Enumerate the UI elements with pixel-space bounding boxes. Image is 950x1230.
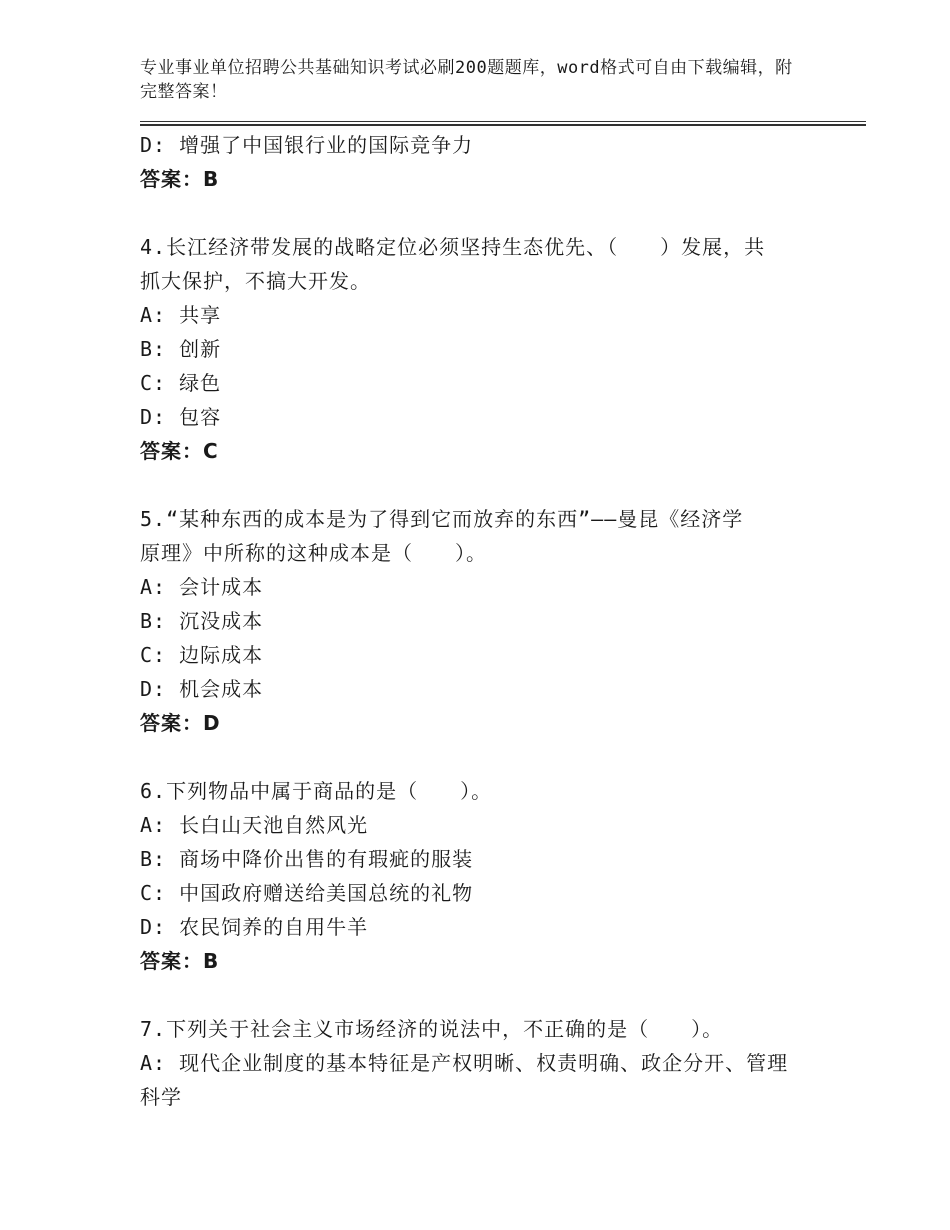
option-c: C: 绿色 — [140, 371, 222, 395]
question-4 — [140, 230, 810, 468]
question-stem: 4.长江经济带发展的战略定位必须坚持生态优先、（ ）发展，共 — [140, 235, 766, 259]
option-b: B: 沉没成本 — [140, 609, 264, 633]
option-d: D: 农民饲养的自用牛羊 — [140, 915, 369, 939]
option-a: A: 现代企业制度的基本特征是产权明晰、权责明确、政企分开、管理 — [140, 1051, 789, 1075]
option-d: D: 机会成本 — [140, 677, 264, 701]
question-7 — [140, 1012, 810, 1114]
answer: 答案：C — [140, 439, 219, 463]
question-stem: 5.“某种东西的成本是为了得到它而放弃的东西”——曼昆《经济学 — [140, 507, 744, 531]
header-divider — [140, 121, 866, 126]
option-c: C: 中国政府赠送给美国总统的礼物 — [140, 881, 474, 905]
page-header: 专业事业单位招聘公共基础知识考试必刷200题题库，word格式可自由下载编辑，附完整答案！ — [140, 58, 793, 102]
option-d: D: 包容 — [140, 405, 222, 429]
option-a-continued: 科学 — [140, 1085, 182, 1109]
question-5 — [140, 502, 810, 740]
document-body — [140, 128, 810, 1114]
answer: 答案：B — [140, 949, 220, 973]
option-b: B: 商场中降价出售的有瑕疵的服装 — [140, 847, 474, 871]
answer: 答案：D — [140, 711, 221, 735]
option-c: C: 边际成本 — [140, 643, 264, 667]
option-a: A: 长白山天池自然风光 — [140, 813, 369, 837]
question-stem-continued: 原理》中所称的这种成本是（ ）。 — [140, 541, 487, 565]
question-stem: 7.下列关于社会主义市场经济的说法中，不正确的是（ ）。 — [140, 1017, 724, 1041]
question-stem-continued: 抓大保护，不搞大开发。 — [140, 269, 371, 293]
question-6 — [140, 774, 810, 978]
previous-question-tail — [140, 128, 810, 196]
option-d: D: 增强了中国银行业的国际竞争力 — [140, 133, 474, 157]
option-b: B: 创新 — [140, 337, 222, 361]
option-a: A: 会计成本 — [140, 575, 264, 599]
option-a: A: 共享 — [140, 303, 222, 327]
question-stem: 6.下列物品中属于商品的是（ ）。 — [140, 779, 493, 803]
answer: 答案：B — [140, 167, 220, 191]
